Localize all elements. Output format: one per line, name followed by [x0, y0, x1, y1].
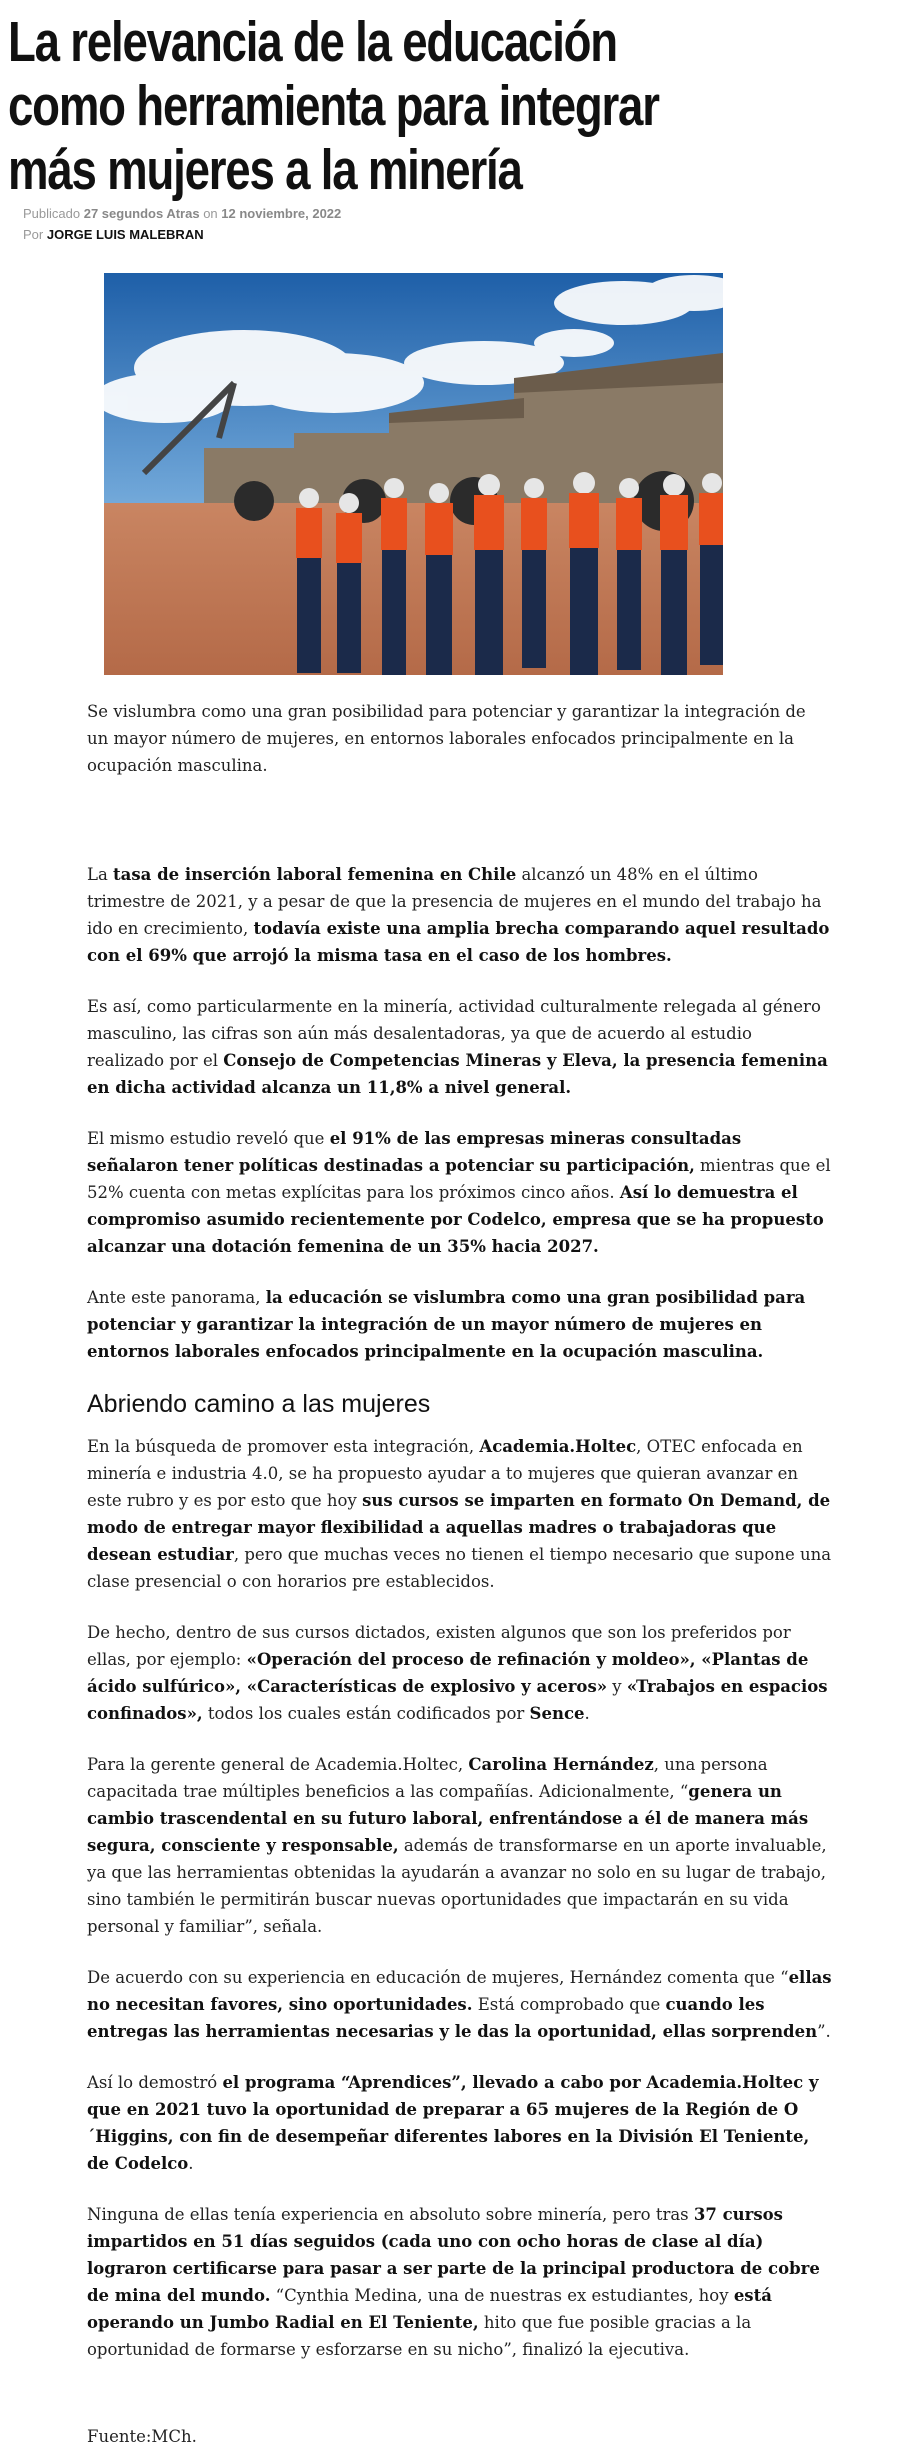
paragraph-9: Así lo demostró el programa “Aprendices”, llevado a cabo por Academia.Holtec y que en 2021 tuvo la oportunidad de preparar a 65 mujeres de la Región de O´Higgins, con fin de desempeñar diferentes labores en la División El Teniente, de Codelco.: [87, 2073, 819, 2173]
paragraph-2: Es así, como particularmente en la minería, actividad culturalmente relegada al género masculino, las cifras son aún más desalentadoras, ya que de acuerdo al estudio realizado por el Consejo de Competencias Mineras y Eleva, la presencia femenina en dicha actividad alcanza un 11,8% a nivel general.: [87, 997, 828, 1097]
paragraph-3: El mismo estudio reveló que el 91% de las empresas mineras consultadas señalaron tener políticas destinadas a potenciar su participación, mientras que el 52% cuenta con metas explícitas para los próximos cinco años. Así lo demuestra el compromiso asumido recientemente por Codelco, empresa que se ha propuesto alcanzar una dotación femenina de un 35% hacia 2027.: [87, 1129, 831, 1256]
byline: [23, 227, 204, 242]
paragraph-10: Ninguna de ellas tenía experiencia en absoluto sobre minería, pero tras 37 cursos impartidos en 51 días seguidos (cada uno con ocho horas de clase al día) lograron certificarse para pasar a ser parte de la principal productora de cobre de mina del mundo. “Cynthia Medina, una de nuestras ex estudiantes, hoy está operando un Jumbo Radial en El Teniente, hito que fue posible gracias a la oportunidad de formarse y esforzarse en su nicho”, finalizó la ejecutiva.: [87, 2205, 820, 2359]
paragraph-5: En la búsqueda de promover esta integración, Academia.Holtec, OTEC enfocada en minería e industria 4.0, se ha propuesto ayudar a to mujeres que quieran avanzar en este rubro y es por esto que hoy sus cursos se imparten en formato On Demand, de modo de entregar mayor flexibilidad a aquellas madres o trabajadoras que desean estudiar, pero que muchas veces no tienen el tiempo necesario que supone una clase presencial o con horarios pre establecidos.: [87, 1437, 832, 1591]
source-credit: Fuente:MCh.: [87, 2427, 197, 2446]
paragraph-4: Ante este panorama, la educación se vislumbra como una gran posibilidad para potenciar y garantizar la integración de un mayor número de mujeres en entornos laborales enfocados principalmente en la ocupación masculina.: [87, 1288, 806, 1361]
byline-prefix: Por: [23, 227, 44, 242]
author-link[interactable]: JORGE LUIS MALEBRAN: [46, 227, 204, 242]
hero-image: [104, 273, 723, 675]
published-prefix: Publicado: [23, 206, 81, 221]
published-relative: 27 segundos Atras: [83, 206, 200, 221]
published-on: on: [203, 206, 218, 221]
hero-photo-illustration: [104, 273, 723, 675]
intro-paragraph: Se vislumbra como una gran posibilidad para potenciar y garantizar la integración de un mayor número de mujeres, en entornos laborales enfocados principalmente en la ocupación masculina.: [87, 702, 806, 775]
paragraph-7: Para la gerente general de Academia.Holtec, Carolina Hernández, una persona capacitada trae múltiples beneficios a las compañías. Adicionalmente, “genera un cambio trascendental en su futuro laboral, enfrentándose a él de manera más segura, consciente y responsable, además de transformarse en un aporte invaluable, ya que las herramientas obtenidas la ayudarán a avanzar no solo en su lugar de trabajo, sino también le permitirán buscar nuevas oportunidades que impactarán en su vida personal y familiar”, señala.: [87, 1755, 827, 1936]
paragraph-6: De hecho, dentro de sus cursos dictados, existen algunos que son los preferidos por ellas, por ejemplo: «Operación del proceso de refinación y moldeo», «Plantas de ácido sulfúrico», «Características de explosivo y aceros» y «Trabajos en espacios confinados», todos los cuales están codificados por Sence.: [87, 1623, 828, 1723]
article-title: La relevancia de la educación como herramienta para integrar más mujeres a la minería: [8, 10, 659, 202]
publish-info: [23, 206, 341, 221]
article-body: [87, 698, 832, 2450]
paragraph-8: De acuerdo con su experiencia en educación de mujeres, Hernández comenta que “ellas no necesitan favores, sino oportunidades. Está comprobado que cuando les entregas las herramientas necesarias y le das la oportunidad, ellas sorprenden”.: [87, 1968, 832, 2041]
paragraph-1: La tasa de inserción laboral femenina en Chile alcanzó un 48% en el último trimestre de 2021, y a pesar de que la presencia de mujeres en el mundo del trabajo ha ido en crecimiento, todavía existe una amplia brecha comparando aquel resultado con el 69% que arrojó la misma tasa en el caso de los hombres.: [87, 865, 830, 965]
section-heading: Abriendo camino a las mujeres: [87, 1390, 431, 1418]
publish-date: 12 noviembre, 2022: [221, 206, 342, 221]
